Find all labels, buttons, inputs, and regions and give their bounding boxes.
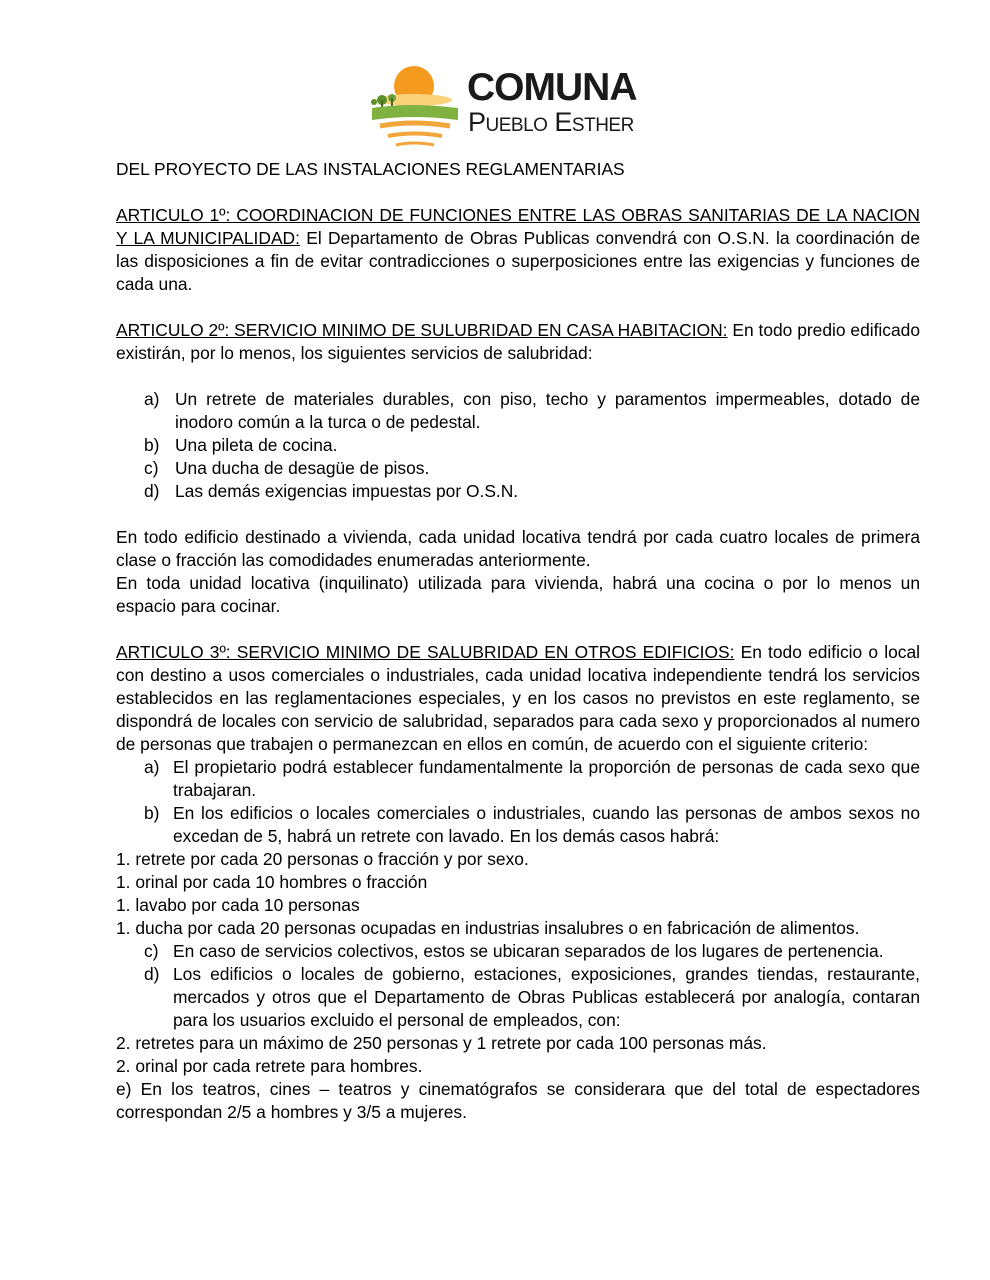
list-item-text: En caso de servicios colectivos, estos se ubicaran separados de los lugares de pertenencia. [173, 941, 884, 961]
requirement-line: 1. retrete por cada 20 personas o fracción y por sexo. [116, 849, 529, 869]
articulo-2-list [116, 388, 920, 503]
articulo-2-paragraph: En toda unidad locativa (inquilinato) utilizada para vivienda, habrá una cocina o por lo menos un espacio para cocinar. [116, 573, 920, 616]
list-marker: d) [144, 481, 160, 501]
articulo-1-body: El Departamento de Obras Publicas convendrá con O.S.N. la coordinación de las disposiciones a fin de evitar contradicciones o superposiciones entre las exigencias y funciones de cada una. [116, 228, 921, 294]
list-item-text: En los edificios o locales comerciales o industriales, cuando las personas de ambos sexos no excedan de 5, habrá un retrete con lavado. En los demás casos habrá: [173, 803, 920, 846]
requirement-line: 2. orinal por cada retrete para hombres. [116, 1056, 423, 1076]
requirement-line: e) En los teatros, cines – teatros y cinematógrafos se considerara que del total de espectadores correspondan 2/5 a hombres y 3/5 a mujeres. [116, 1079, 920, 1122]
list-item-text: El propietario podrá establecer fundamentalmente la proporción de personas de cada sexo que trabajaran. [173, 757, 920, 800]
list-item [116, 480, 920, 503]
articulo-2 [116, 319, 920, 365]
list-item [116, 457, 920, 480]
list-marker: b) [144, 435, 160, 455]
section-heading: DEL PROYECTO DE LAS INSTALACIONES REGLAMENTARIAS [116, 159, 625, 179]
list-item-text: Los edificios o locales de gobierno, estaciones, exposiciones, grandes tiendas, restaurante, mercados y otros que el Departamento de Obras Publicas establecerá por analogía, contaran para los usuarios excluido el personal de empleados, con: [173, 964, 920, 1030]
list-item [116, 940, 920, 963]
list-item [116, 756, 920, 802]
list-item [116, 388, 920, 434]
articulo-3-list-cd [116, 940, 920, 1032]
articulo-3-body: En todo edificio o local con destino a usos comerciales o industriales, cada unidad locativa independiente tendrá los servicios establecidos en las reglamentaciones especiales, y en los casos no previstos en este reglamento, se dispondrá de locales con servicio de salubridad, separados para cada sexo y proporcionados al numero de personas que trabajen o permanezcan en ellos en común, de acuerdo con el siguiente criterio: [116, 642, 920, 754]
requirement-line: 1. orinal por cada 10 hombres o fracción [116, 872, 428, 892]
articulo-1-title: ARTICULO 1º: COORDINACION DE FUNCIONES ENTRE LAS OBRAS SANITARIAS DE LA NACION Y LA MUNICIPALIDAD: [116, 205, 920, 248]
comuna-logo [370, 62, 670, 154]
articulo-1 [116, 204, 920, 296]
logo-subtitle: Pueblo Esther [468, 107, 634, 137]
list-item [116, 802, 920, 848]
articulo-2-title: ARTICULO 2º: SERVICIO MINIMO DE SULUBRIDAD EN CASA HABITACION: [116, 320, 728, 340]
requirement-line: 1. ducha por cada 20 personas ocupadas en industrias insalubres o en fabricación de alimentos. [116, 918, 860, 938]
requirement-line: 1. lavabo por cada 10 personas [116, 895, 360, 915]
list-marker: a) [144, 757, 160, 777]
list-marker: c) [144, 941, 159, 961]
list-marker: c) [144, 458, 159, 478]
articulo-2-body: En todo predio edificado existirán, por lo menos, los siguientes servicios de salubridad: [116, 320, 921, 363]
list-marker: b) [144, 803, 160, 823]
list-item [116, 963, 920, 1032]
articulo-3 [116, 641, 920, 756]
list-item-text: Las demás exigencias impuestas por O.S.N. [175, 481, 519, 501]
logo-title: COMUNA [467, 66, 637, 109]
articulo-3-title: ARTICULO 3º: SERVICIO MINIMO DE SALUBRIDAD EN OTROS EDIFICIOS: [116, 642, 735, 662]
list-marker: d) [144, 964, 160, 984]
sun-landscape-icon [370, 62, 466, 154]
requirement-line: 2. retretes para un máximo de 250 personas y 1 retrete por cada 100 personas más. [116, 1033, 767, 1053]
articulo-2-paragraph: En todo edificio destinado a vivienda, cada unidad locativa tendrá por cada cuatro locales de primera clase o fracción las comodidades enumeradas anteriormente. [116, 527, 920, 570]
list-item-text: Una pileta de cocina. [175, 435, 338, 455]
list-marker: a) [144, 389, 160, 409]
list-item-text: Un retrete de materiales durables, con piso, techo y paramentos impermeables, dotado de inodoro común a la turca o de pedestal. [175, 389, 920, 432]
list-item-text: Una ducha de desagüe de pisos. [175, 458, 430, 478]
list-item [116, 434, 920, 457]
articulo-3-list-ab [116, 756, 920, 848]
document-body [116, 158, 920, 1124]
